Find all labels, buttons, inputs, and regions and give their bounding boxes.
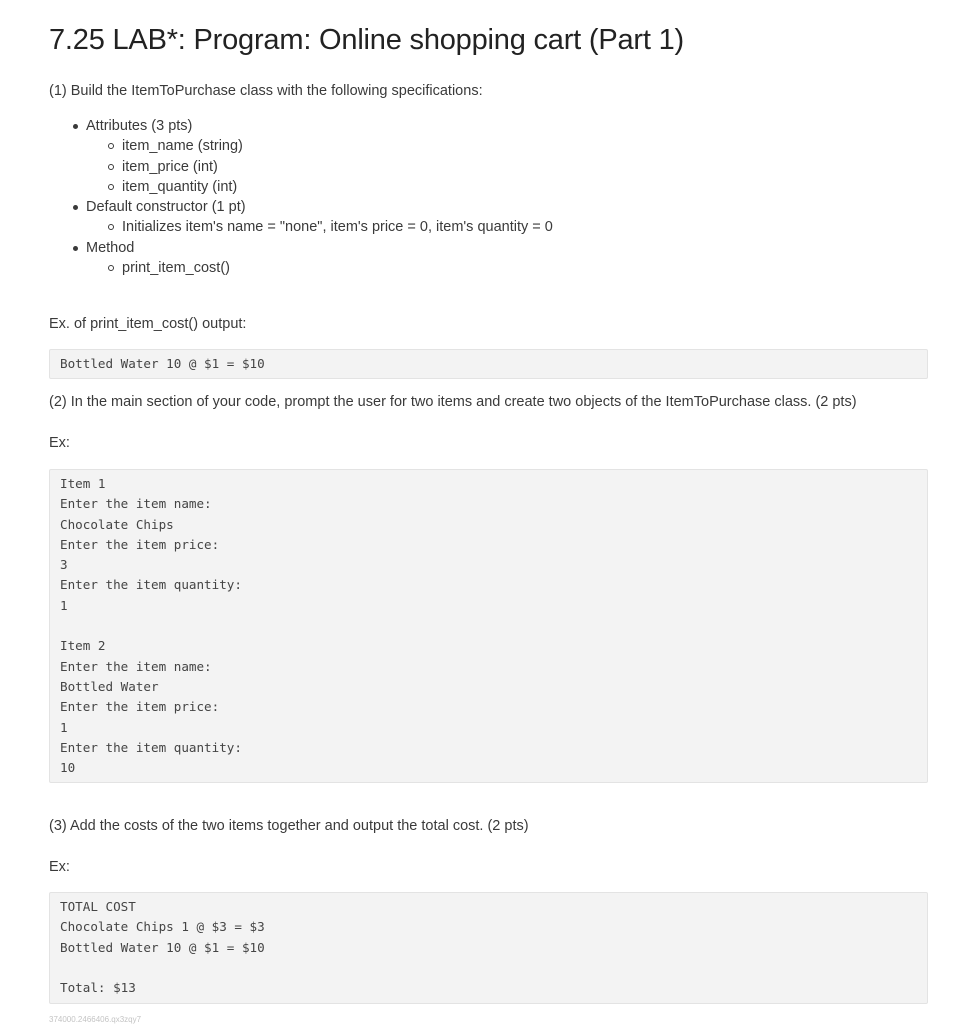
spec-sublist bbox=[86, 258, 553, 278]
code-example-total bbox=[49, 892, 928, 1004]
part1-intro: (1) Build the ItemToPurchase class with the following specifications: bbox=[49, 83, 483, 99]
code-example-input bbox=[49, 469, 928, 783]
code-line: Chocolate Chips bbox=[60, 516, 174, 532]
code-line bbox=[60, 616, 917, 636]
code-line: Item 2 bbox=[60, 638, 106, 654]
code-line: Enter the item name: bbox=[60, 658, 212, 674]
spec-sublist bbox=[86, 217, 553, 237]
spec-item-label: Method bbox=[86, 239, 135, 256]
code-line: Enter the item price: bbox=[60, 699, 220, 715]
spec-item-label: Attributes (3 pts) bbox=[86, 118, 193, 134]
code-line: 1 bbox=[60, 719, 68, 735]
spec-item-label: Default constructor (1 pt) bbox=[86, 199, 246, 216]
code-line: Bottled Water bbox=[60, 678, 159, 694]
part1-example-label: Ex. of print_item_cost() output: bbox=[49, 316, 247, 332]
spec-list bbox=[49, 116, 553, 278]
code-line: TOTAL COST bbox=[60, 899, 136, 914]
code-line: Bottled Water 10 @ $1 = $10 bbox=[60, 356, 265, 371]
code-line: 3 bbox=[60, 557, 68, 573]
code-line: Enter the item name: bbox=[60, 496, 212, 512]
part2-example-label: Ex: bbox=[49, 435, 70, 451]
code-line: Total: $13 bbox=[60, 980, 136, 996]
code-line: Enter the item quantity: bbox=[60, 577, 242, 593]
code-line bbox=[60, 958, 917, 978]
footer-id: 374000.2466406.qx3zqy7 bbox=[49, 1015, 142, 1024]
spec-subitem: item_name (string) bbox=[86, 136, 553, 156]
spec-sublist bbox=[86, 136, 553, 197]
part2-intro: (2) In the main section of your code, prompt the user for two items and create two objects of the ItemToPurchase class. (2 pts) bbox=[49, 394, 857, 410]
spec-item-constructor bbox=[49, 197, 553, 238]
code-example-output bbox=[49, 349, 928, 379]
spec-item-attributes bbox=[49, 116, 553, 197]
code-line: 1 bbox=[60, 597, 68, 613]
spec-subitem: item_quantity (int) bbox=[86, 177, 553, 197]
part3-example-label: Ex: bbox=[49, 859, 70, 875]
code-line: Bottled Water 10 @ $1 = $10 bbox=[60, 939, 265, 955]
spec-subitem: Initializes item's name = "none", item's price = 0, item's quantity = 0 bbox=[86, 217, 553, 237]
code-line: Enter the item price: bbox=[60, 536, 220, 552]
code-line: Chocolate Chips 1 @ $3 = $3 bbox=[60, 919, 265, 935]
code-line: 10 bbox=[60, 760, 76, 776]
part3-intro: (3) Add the costs of the two items together and output the total cost. (2 pts) bbox=[49, 818, 529, 834]
code-line: Enter the item quantity: bbox=[60, 739, 242, 755]
spec-item-method bbox=[49, 238, 553, 279]
page-title: 7.25 LAB*: Program: Online shopping cart (Part 1) bbox=[49, 24, 684, 56]
code-line: Item 1 bbox=[60, 476, 106, 491]
spec-subitem: item_price (int) bbox=[86, 157, 553, 177]
spec-subitem: print_item_cost() bbox=[86, 258, 553, 278]
